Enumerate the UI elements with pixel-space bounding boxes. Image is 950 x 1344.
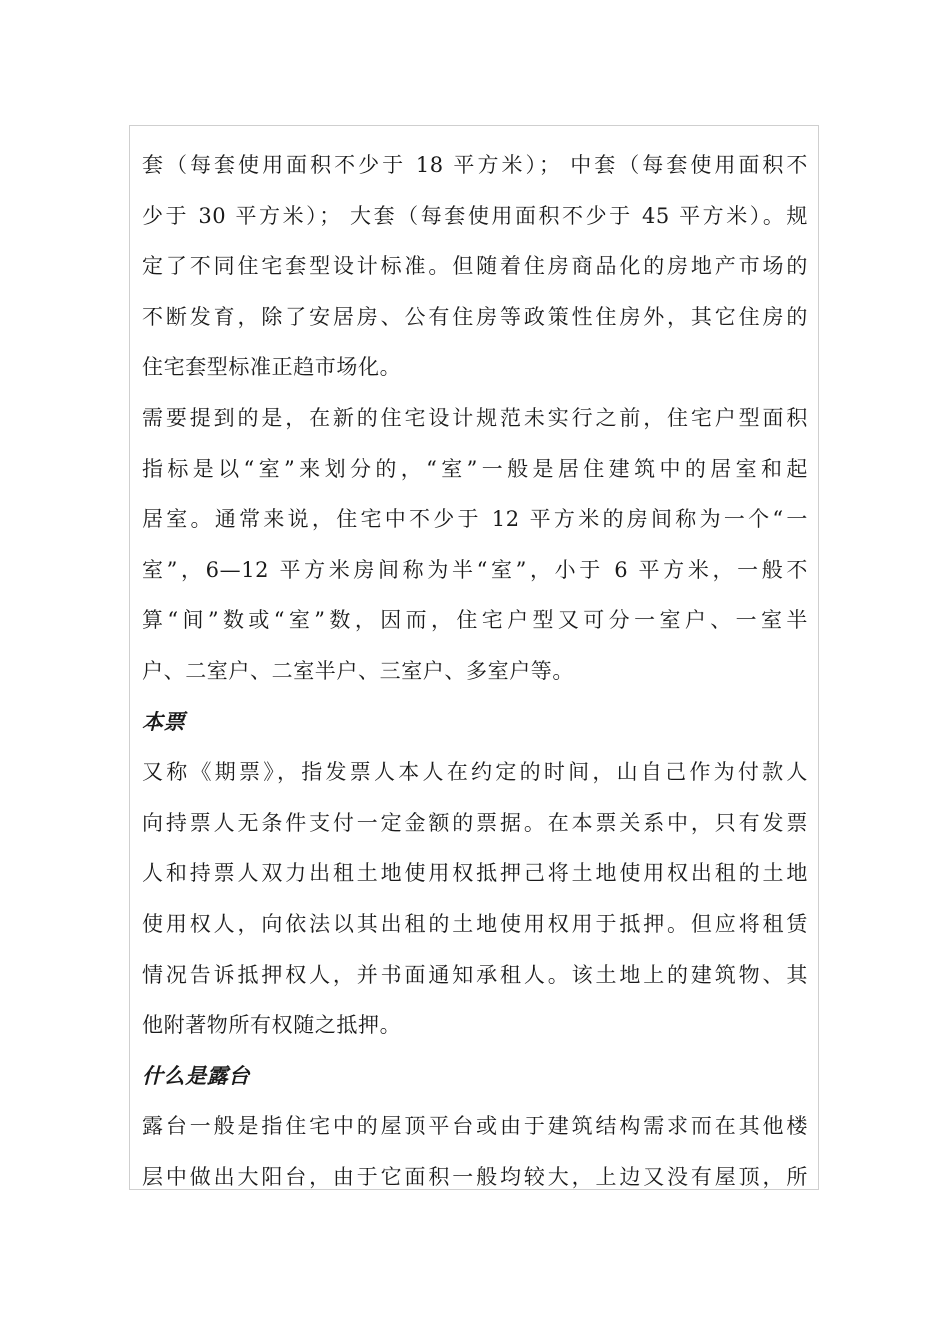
text-line: 定了不同住宅套型设计标准。但随着住房商品化的房地产市场的 bbox=[142, 254, 808, 279]
text-line: 不断发育，除了安居房、公有住房等政策性住房外，其它住房的 bbox=[142, 304, 808, 329]
text-line: 他附著物所有权随之抵押。 bbox=[142, 1013, 402, 1038]
text-line: 人和持票人双力出租土地使用权抵押己将土地使用权出租的土地 bbox=[142, 861, 808, 886]
text-line: 居室。通常来说，住宅中不少于 12 平方米的房间称为一个“一 bbox=[142, 507, 808, 532]
text-line: 需要提到的是，在新的住宅设计规范未实行之前，住宅户型面积 bbox=[142, 405, 808, 430]
text-line: 又称《期票》，指发票人本人在约定的时间，山自己作为付款人 bbox=[142, 760, 808, 785]
text-line: 住宅套型标准正趋市场化。 bbox=[142, 355, 402, 380]
text-line: 套（每套使用面积不少于 18 平方米）； 中套（每套使用面积不 bbox=[142, 153, 808, 177]
text-line: 指标是以“室”来划分的，“室”一般是居住建筑中的居室和起 bbox=[142, 456, 808, 481]
document-page bbox=[129, 125, 819, 1190]
text-line: 算“间”数或“室”数，因而，住宅户型又可分一室户、一室半 bbox=[142, 608, 808, 633]
text-line: 层中做出大阳台，由于它面积一般均较大，上边又没有屋顶，所 bbox=[142, 1164, 808, 1189]
text-line: 少于 30 平方米）； 大套（每套使用面积不少于 45 平方米）。规 bbox=[142, 203, 808, 228]
text-line: 户、二室户、二室半户、三室户、多室户等。 bbox=[142, 658, 574, 683]
text-line: 情况告诉抵押权人，并书面通知承租人。该土地上的建筑物、其 bbox=[142, 962, 808, 987]
document-body bbox=[142, 140, 808, 1190]
text-line: 室”，6—12 平方米房间称为半“室”，小于 6 平方米，一般不 bbox=[142, 557, 808, 582]
section-heading: 什么是露台 bbox=[142, 1062, 250, 1088]
text-line: 使用权人，向依法以其出租的土地使用权用于抵押。但应将租赁 bbox=[142, 911, 808, 936]
text-line: 露台一般是指住宅中的屋顶平台或由于建筑结构需求而在其他楼 bbox=[142, 1114, 808, 1139]
text-line: 向持票人无条件支付一定金额的票据。在本票关系中，只有发票 bbox=[142, 810, 808, 835]
section-heading: 本票 bbox=[142, 708, 186, 734]
